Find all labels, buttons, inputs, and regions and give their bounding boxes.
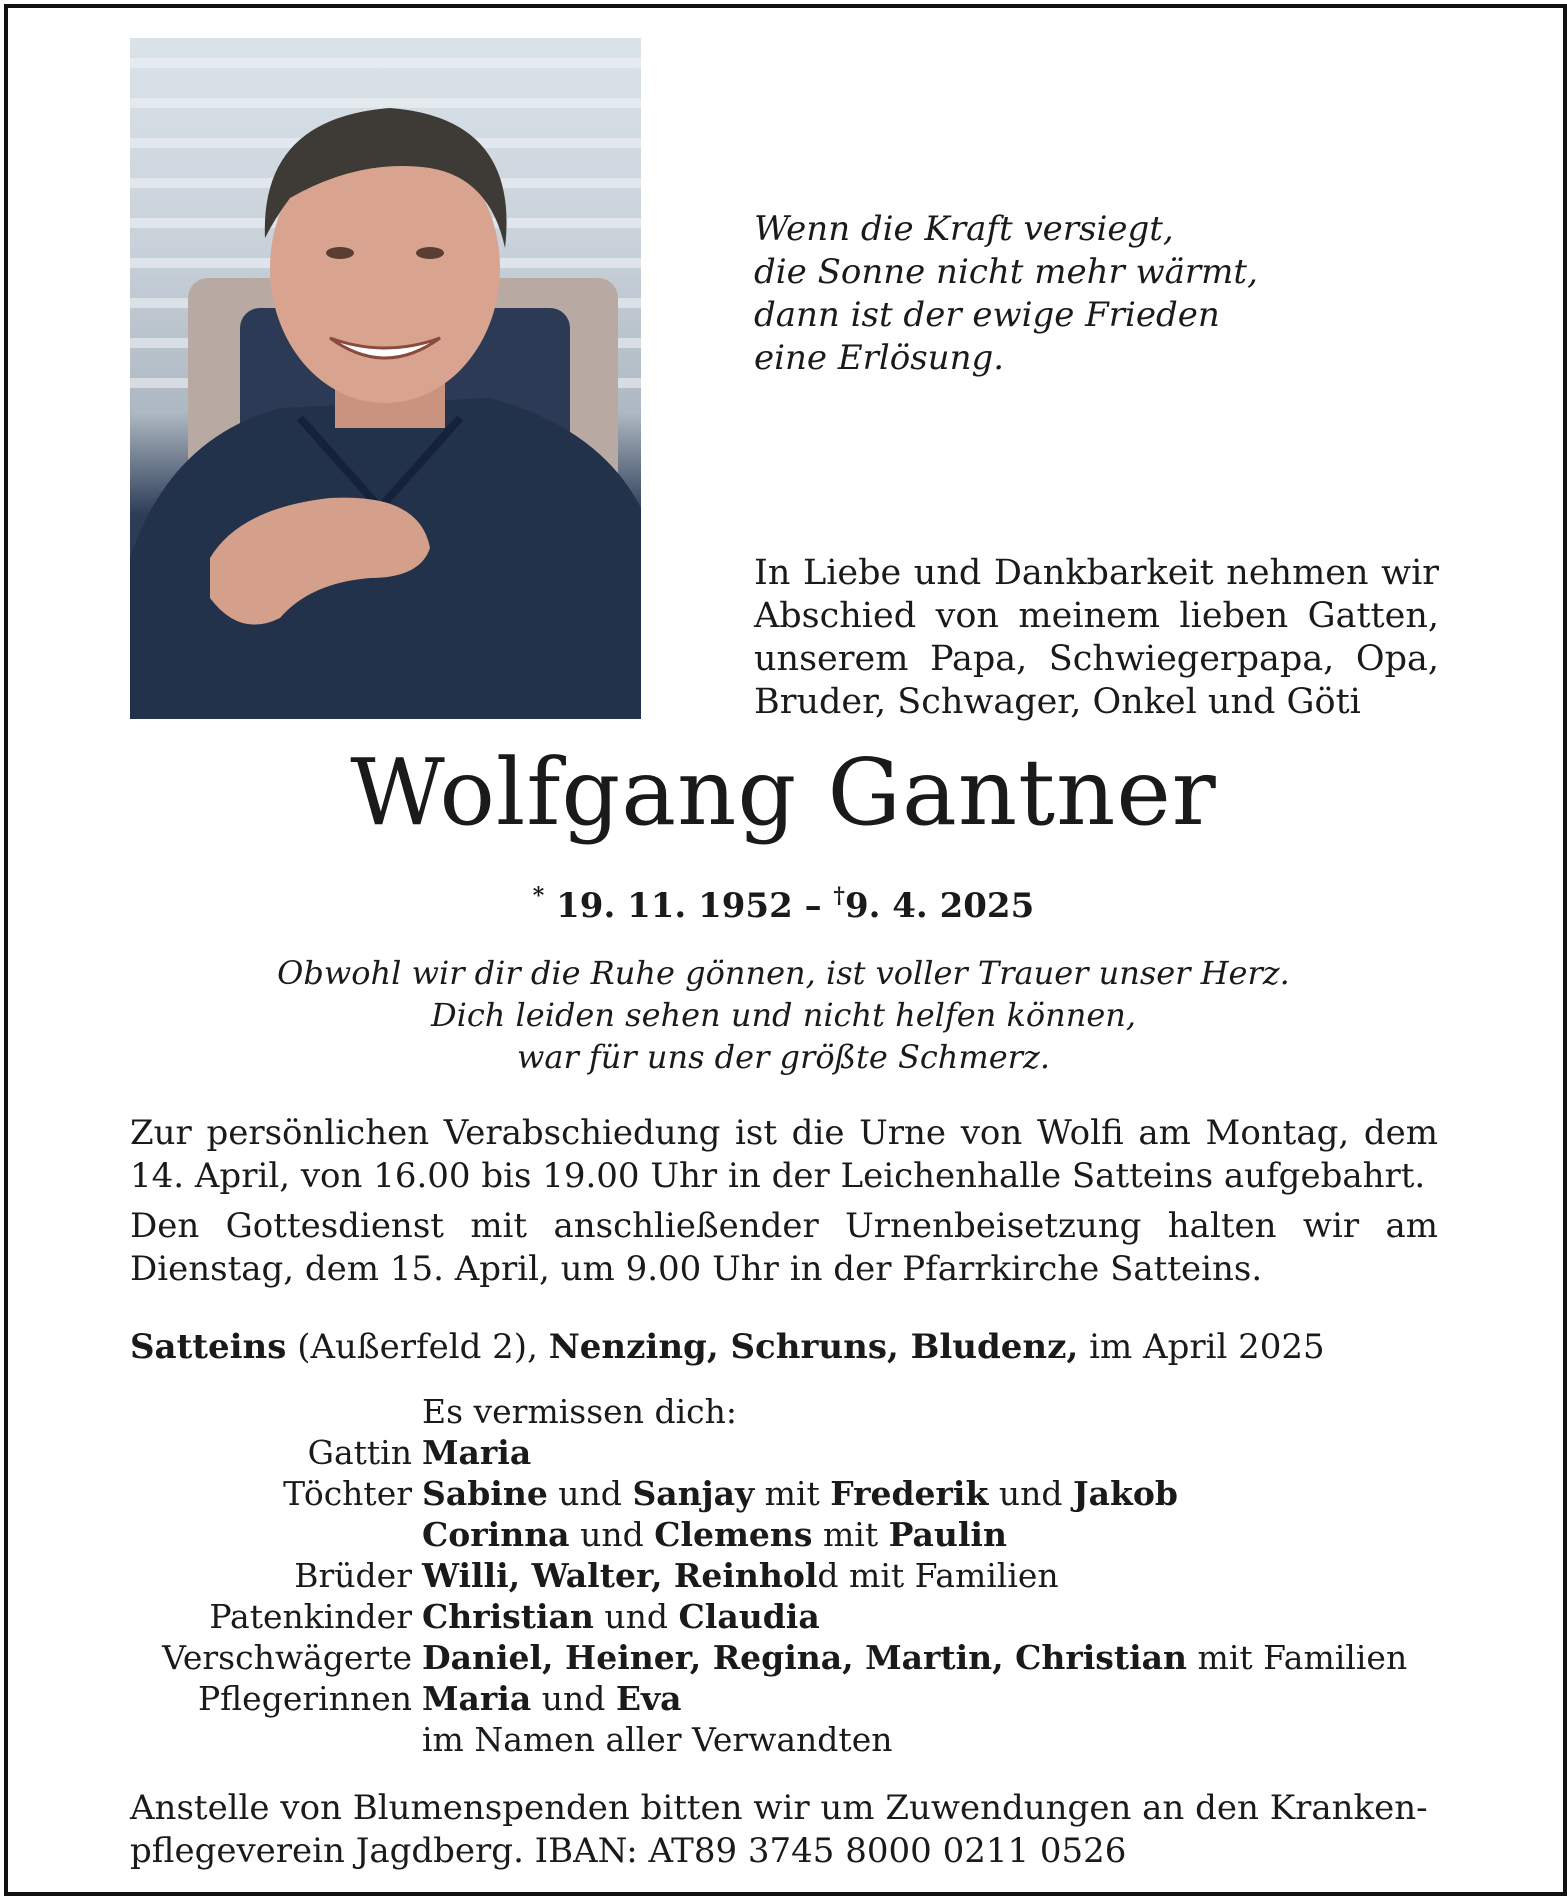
mourner-name-part: Daniel, Heiner, Regina, Martin, Christian <box>422 1638 1188 1677</box>
place-and-date <box>130 1326 1438 1369</box>
mourner-row <box>130 1596 1450 1637</box>
birth-symbol: * <box>532 883 545 909</box>
death-symbol: † <box>833 883 845 909</box>
mourner-row <box>130 1637 1450 1678</box>
deceased-name: Wolfgang Gantner <box>350 739 1217 846</box>
mourner-name-part: und <box>988 1474 1073 1513</box>
place-town: Satteins <box>130 1327 287 1367</box>
mourner-names <box>422 1637 1450 1678</box>
life-dates <box>0 874 1567 928</box>
date-separator: – <box>804 886 822 926</box>
mourner-row <box>130 1514 1450 1555</box>
poem-line: dann ist der ewige Frieden <box>754 295 1220 335</box>
viewing-info: Zur persönlichen Verabschiedung ist die Urne von Wolfi am Montag, dem 14. April, von 16.00 bis 19.00 Uhr in der Leichenhalle Satteins aufgebahrt. <box>130 1113 1438 1196</box>
mourner-name-part: Frederik <box>830 1474 989 1513</box>
intro-line: Bruder, Schwager, Onkel und Göti <box>754 682 1361 722</box>
mourner-name-part: Clemens <box>654 1515 813 1554</box>
mourner-rows <box>130 1432 1450 1719</box>
place-address: (Außerfeld 2), <box>286 1327 549 1367</box>
mourner-name-part: mit <box>754 1474 831 1513</box>
mourner-name-part: Sanjay <box>632 1474 755 1513</box>
mourners-footer-row <box>130 1719 1450 1760</box>
poem-line: die Sonne nicht mehr wärmt, <box>754 252 1258 292</box>
mourner-row <box>130 1473 1450 1514</box>
mourner-role: Töchter <box>283 1474 412 1513</box>
farewell-intro <box>754 552 1439 724</box>
mourner-name-part: Willi, Walter, Reinhol <box>422 1556 818 1595</box>
mourner-name-part: Corinna <box>422 1515 570 1554</box>
mourner-role <box>130 1514 422 1555</box>
mourners-list <box>130 1391 1450 1760</box>
mourner-name-part: Jakob <box>1072 1474 1178 1513</box>
mourner-name-part: Paulin <box>888 1515 1007 1554</box>
mourner-name-part: und <box>569 1515 655 1554</box>
mourner-name-part: und <box>593 1597 679 1636</box>
mourner-name-part: Eva <box>615 1679 682 1718</box>
verse-line: Obwohl wir dir die Ruhe gönnen, ist voller Trauer unser Herz. <box>277 954 1290 992</box>
verse-line: war für uns der größte Schmerz. <box>516 1038 1050 1076</box>
mourner-role: Brüder <box>294 1556 412 1595</box>
mourners-heading-row <box>130 1391 1450 1432</box>
portrait-photo-icon <box>130 38 641 719</box>
mourner-role: Verschwägerte <box>162 1638 412 1677</box>
mourner-name-part: Maria <box>422 1433 532 1472</box>
birth-date: 19. 11. 1952 <box>556 886 793 926</box>
mourner-name-part: Claudia <box>678 1597 820 1636</box>
place-date: im April 2025 <box>1078 1327 1325 1367</box>
verse-line: Dich leiden sehen und nicht helfen können, <box>430 996 1137 1034</box>
mourning-verse <box>0 952 1567 1078</box>
service-info: Den Gottesdienst mit anschließender Urnenbeisetzung halten wir am Dienstag, dem 15. April, um 9.00 Uhr in der Pfarrkirche Satteins. <box>130 1206 1438 1289</box>
mourner-name-part: mit Familien <box>1187 1638 1408 1677</box>
opening-poem <box>754 208 1274 380</box>
portrait-photo <box>130 38 641 719</box>
mourner-name-part: d mit Familien <box>817 1556 1059 1595</box>
mourner-role: Pflegerinnen <box>197 1679 412 1718</box>
mourner-name-part: und <box>531 1679 616 1718</box>
donation-line: Anstelle von Blumenspenden bitten wir um Zuwendungen an den Kranken- <box>130 1788 1428 1828</box>
mourner-name-part: Christian <box>422 1597 594 1636</box>
mourner-names <box>422 1678 1450 1719</box>
mourner-name-part: Sabine <box>422 1474 548 1513</box>
mourner-names <box>422 1514 1450 1555</box>
mourner-row <box>130 1432 1450 1473</box>
mourners-heading: Es vermissen dich: <box>422 1392 737 1431</box>
poem-line: eine Erlösung. <box>754 338 1005 378</box>
place-others: Nenzing, Schruns, Bludenz, <box>548 1327 1079 1367</box>
mourner-names <box>422 1432 1450 1473</box>
mourner-names <box>422 1555 1450 1596</box>
mourner-name-part: mit <box>812 1515 889 1554</box>
intro-line: Abschied von meinem lieben Gatten, <box>754 596 1439 636</box>
donation-note <box>130 1787 1438 1873</box>
mourner-role: Gattin <box>307 1433 412 1472</box>
mourner-row <box>130 1678 1450 1719</box>
mourner-role: Patenkinder <box>209 1597 412 1636</box>
intro-line: In Liebe und Dankbarkeit nehmen wir <box>754 553 1439 593</box>
donation-line: pflegeverein Jagdberg. IBAN: AT89 3745 8000 0211 0526 <box>130 1831 1127 1871</box>
death-date: 9. 4. 2025 <box>844 886 1035 926</box>
mourners-footer: im Namen aller Verwandten <box>422 1720 893 1759</box>
mourner-row <box>130 1555 1450 1596</box>
poem-line: Wenn die Kraft versiegt, <box>754 209 1174 249</box>
mourner-names <box>422 1596 1450 1637</box>
intro-line: unserem Papa, Schwiegerpapa, Opa, <box>754 639 1439 679</box>
mourner-names <box>422 1473 1450 1514</box>
mourner-name-part: Maria <box>422 1679 532 1718</box>
mourner-name-part: und <box>547 1474 633 1513</box>
